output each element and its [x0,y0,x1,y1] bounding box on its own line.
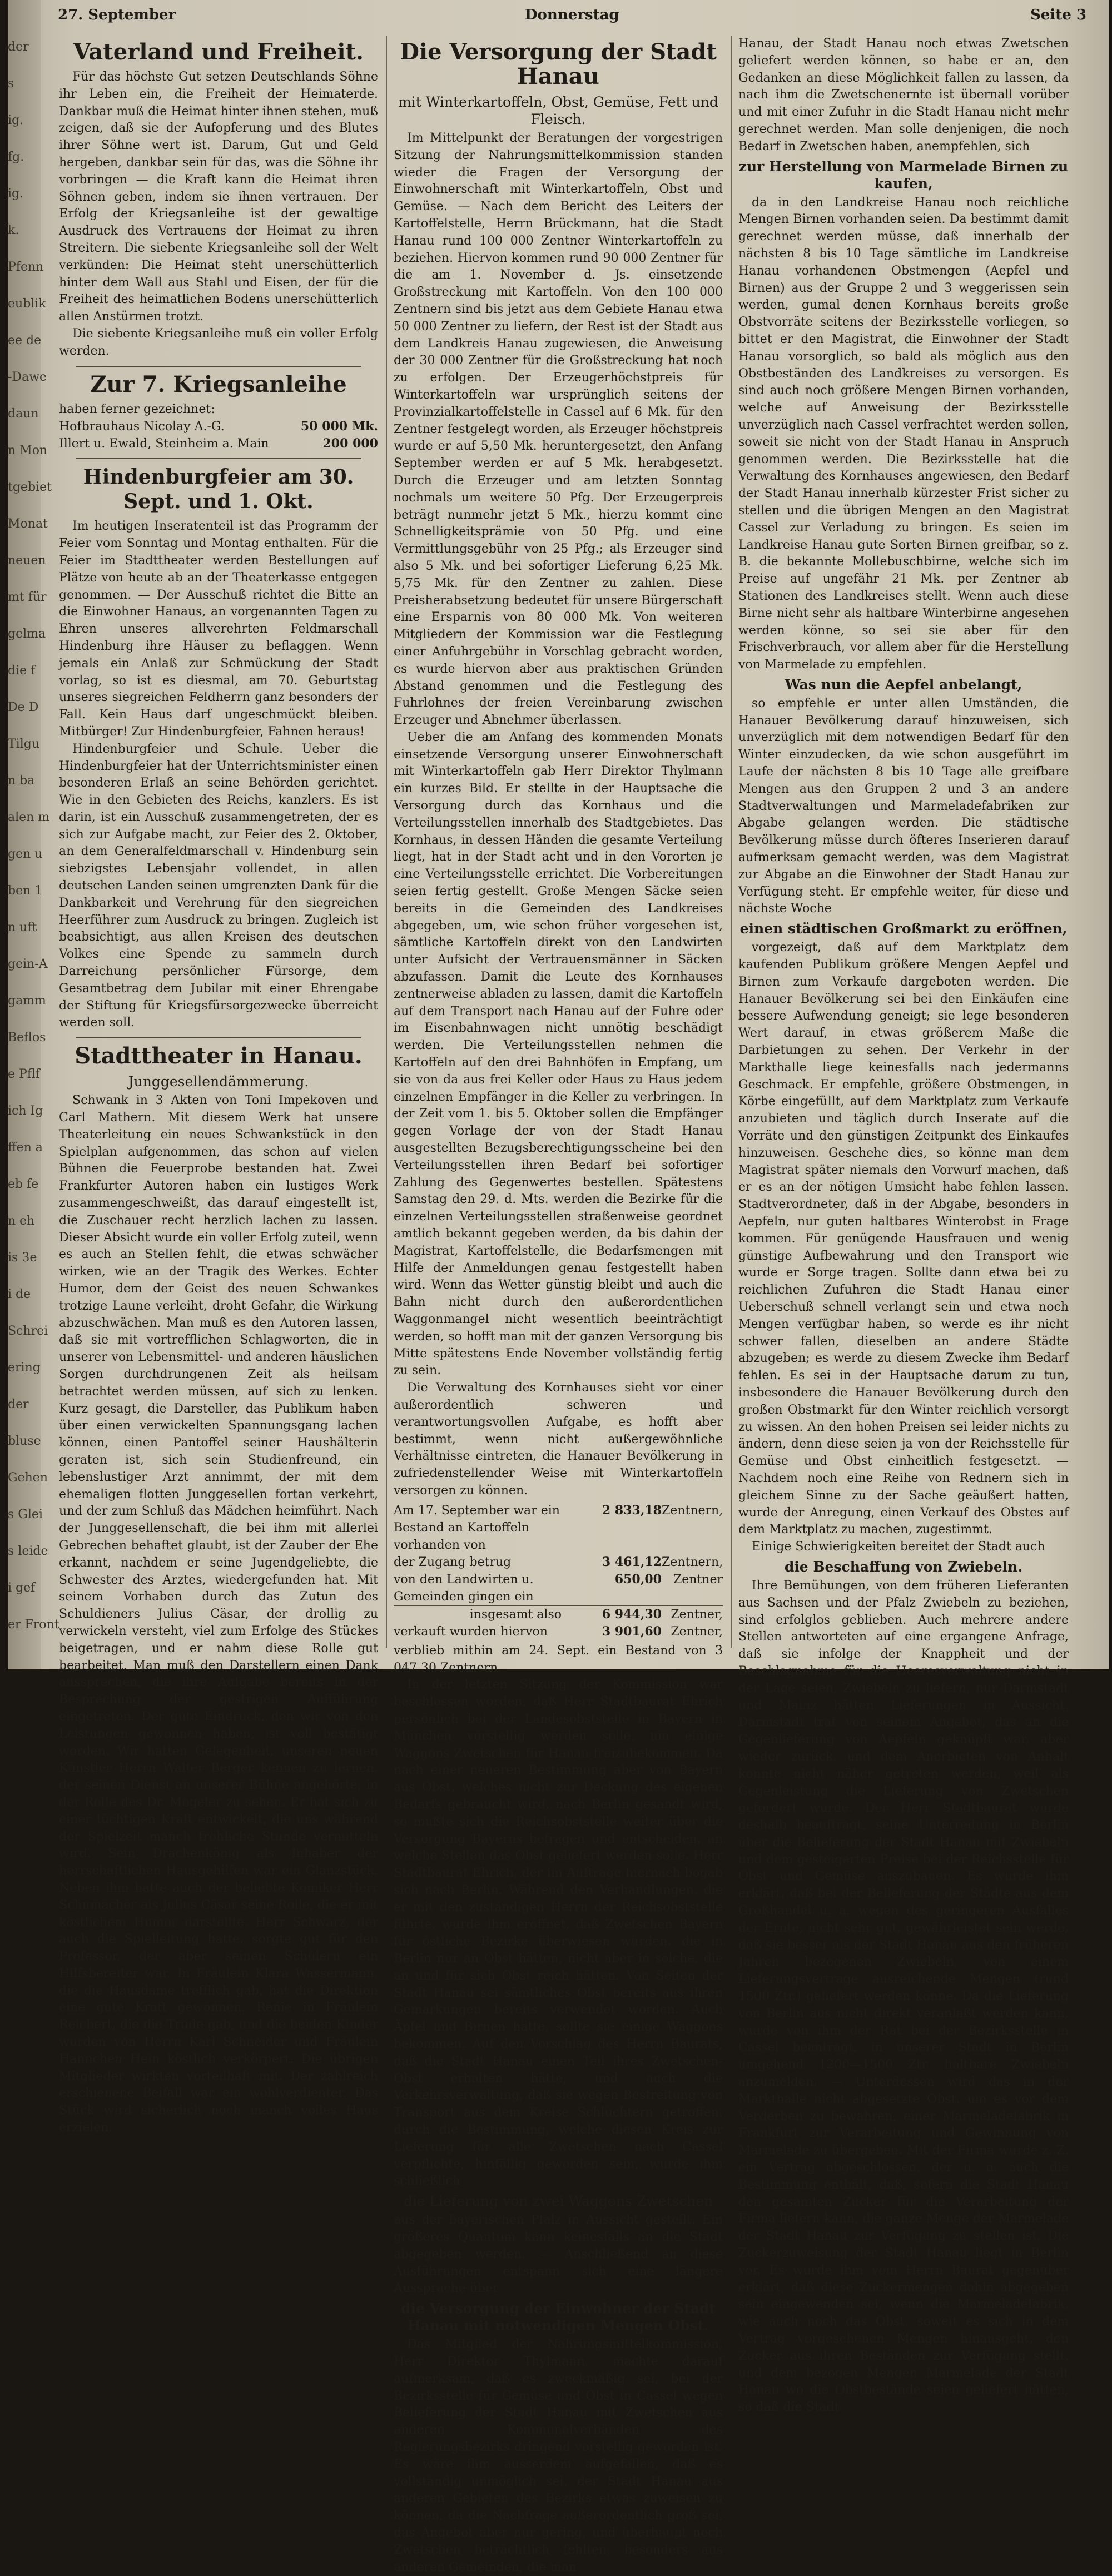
section-subhead: zur Herstellung von Marmelade Birnen zu kaufen, [738,158,1069,192]
gutter-fragment: Schrei [8,1324,48,1338]
gutter-fragment: s [8,77,14,91]
article-body: Ihre Bemühungen, von dem früheren Lieferanten aus Sachsen und der Pfalz Zwiebeln zu beziehen, sind erfolglos geblieben. Auch mehrere andere Stellen antworteten auf eine ergangene Anfrage, daß sie infolge der Knappheit und der Beschlagnahme für die Heeresverwaltung nicht in der Lage seien, Zwiebeln zu liefern, nur Darmstadt und Mainz hätten Lieferungen in Aussicht. Darmstadt trat von seinem Angebot, das an die Gegenlieferung von Aepfeln geknüpft war, aber wieder zurück, und dem Anerbieten von Anhalt konnte nicht näher getreten werden, weil als Gegenleistung die Lieferung von Zwetschen gefordert wurde. Der Herr Stadtbaurat wurde deshalb beauftragt, seine Unterredung in Berlin über die Belieferung der Stadt Hanau mit Zwiebeln und dem gesteigerten Preise bei der Reichsstelle für Obst und Gemüse auszubauen. Es wurde ihm erklärt, daß bei der Belieferung der Städte aus dem Großhandel u. a. wegen des geringeren Ausfalles der Ernte, nicht sehr gut, gewährleistet sein werde, daß sie besser als der Stadt Hanau aus den früheren Jahren bezogenen Zwiebeln, von einem Lieferungsvertrage ausreichende Mengen (rund 1500 Ztr.) geliefert werden könne. Da die Lieferung von Berlin aus nicht direkt veranlaßt werden kann, wurde von ihm der Rat bei der Bezirksstelle in Cassel beantragt, in unserer Stadt in Berlin umgehend 1200—1500 Ztr. haltbare Zwiebeln anzumelden. — Unterdessen wird das in der Markthalle nicht abgesetzte Obst, um es vor dem Verderben zu bewahren, einer Marmeladefabrik in Frankfurt zur Verarbeitung und Gewinnung von Marmelade zu übergeben. Mit der Firma wurde z. Z. ein Vertrag abgeschlossen, der u. a. auch die Bestimmung enthält, daß, sofern die Stadt Hanau den gesamten Zucker für die Verarbeitung der Firma liefern kann, die ganze Menge der Marmelade der Stadt Hanau zur Verfügung zu stellen ist. Die Zuckerzuweisung der Stadt Hanau liegt in Berlin vor. Es wurde ihm vom Herrn Baurat gegenüber erklärt, daß diese Zuckermengen dahin abgegeben sein eingewenden sei, wenn die Marmeladefabrik, wie auch noch das Obst, soweit es sich in dem Vertrag vorgesehenen Mengen hinausgeht, den Zucker aus ihren Beständen zur Verfügung stellt, und dem bezogen Mengen Marmelade der Stadt Hanau wo die Obstbestände seien geliefert hätten, so daß die Stadt [738,1578,1069,2415]
article-title: Vaterland und Freiheit. [73,39,364,65]
header-page-number: Seite 3 [1030,7,1086,23]
column-rule [731,36,732,1648]
article-title: Die Versorgung der Stadt Hanau [400,39,717,89]
section-subhead: die Versorgung der Einwohner der Stadt Hanau mit notwendigen Mengen Obst. [400,2300,716,2334]
article-title: Stadttheater in Hanau. [75,1043,363,1070]
gutter-fragment: neuen [8,554,46,568]
gutter-fragment: Monat [8,517,48,531]
stock-label: verkauft wurden hiervon [394,1624,548,1639]
divider [76,366,361,367]
stock-label: der Zugang betrug [394,1555,512,1569]
article-body: vorgezeigt, daß auf dem Marktplatz dem kaufenden Publikum größere Mengen Aepfel und Birnen zum Verkaufe dargeboten werden. Die Hanauer Bevölkerung sei bei den Einkäufen eine bessere Aufwendung geneigt; sie lege besonderen Wert darauf, in etwas größerem Maße die Darbietungen zu sehen. Der Verkehr in der Markthalle liege keinesfalls nach jedermanns Geschmack. Er empfehle, größere Obstmengen, in Körbe eingefüllt, auf dem Marktplatz zum Verkaufe anzubieten und täglich durch Inserate auf die Vorräte und den günstigen Zeitpunkt des Einkaufes hinzuweisen. Geschehe dies, so könne man dem Magistrat später niemals den Vorwurf machen, daß er es an der nötigen Umsicht habe fehlen lassen. Stadtverordneter, daß in der Abgabe, besonders in Aepfeln, nur guten haltbares Winterobst in Frage kommen. Für genügende Hausfrauen und wenig günstige Aufbewahrung und den Transport wie wurde er Sorge tragen. Sollte dann etwa bei zu reichlichen Zufuhren die Stadt Hanau einer Ueberschuß schnell verlangt sein und etwa noch Mengen verfügbar haben, so werde es ihr nicht schwer fallen, dieselben an andere Städte abzugeben; es werde zu diesem Zwecke ihm Bedarf fehlen. Es sei in der Hauptsache darum zu tun, insbesondere die Hanauer Bevölkerung durch den großen Obstmarkt für den Winter reichlich versorgt zu wissen. An den hohen Preisen sei leider nichts zu ändern, denn diese seien ja von der Reichsstelle für Gemüse und Obst einheitlich festgesetzt. — Nachdem noch eine Reihe von Rednern sich in gleichem Sinne zu der Sache geäußert hatten, wurde der Anregung, einen Verkauf des Obstes auf dem Marktplatz zu machen, zugestimmt. [738,941,1069,1537]
gutter-fragment: der [8,40,29,54]
gutter-fragment: mt für [8,590,47,604]
stock-unit: Zentnern, [662,1555,723,1569]
gutter-fragment: De D [8,700,39,714]
header-weekday: Donnerstag [525,7,619,23]
gutter-fragment: k. [8,223,19,237]
gutter-fragment: die f [8,664,36,678]
gutter-fragment: gelma [8,627,46,641]
gutter-fragment: n Mon [8,444,48,457]
gutter-fragment: i de [8,1287,31,1301]
gutter-fragment: ben 1 [8,884,43,898]
stock-unit: Zentner [673,1572,723,1587]
stock-remainder: verblieb mithin am 24. Sept. ein Bestand von 3 047,30 Zentnern. [394,1643,723,1675]
gutter-fragment: n ba [8,774,35,788]
section-subhead: die Lieferung von zwei Waggons Zwetschen [403,2193,713,2210]
gutter-fragment: -Dawe [8,370,47,384]
page-header [41,0,1109,36]
binding-gutter [8,0,59,1669]
subscriber-row [59,435,378,452]
gutter-fragment: fg. [8,150,24,164]
stock-value: 3 901,60 [602,1624,662,1639]
stock-unit: Zentner, [671,1607,723,1622]
gutter-fragment: ffen a [8,1141,43,1155]
potato-stock-table [394,1502,723,1640]
subscriber-amount: 50 000 Mk. [300,419,378,434]
section-subhead: Was nun die Aepfel anbelangt, [785,676,1022,693]
gutter-fragment: n uft [8,921,37,934]
stock-label: insgesamt also [469,1607,562,1622]
gutter-fragment: n eh [8,1214,35,1228]
section-subhead: einen städtischen Großmarkt zu eröffnen, [739,921,1068,937]
article-body: Hindenburgfeier und Schule. Ueber die Hindenburgfeier hat der Unterrichtsminister einen besonderen Erlaß an seine Behörden gerichtet. Wie in den Gebieten des Reichs, kanzlers. Es ist darin, ist ein Ausschuß zusammengetreten, der es sich zur Aufgabe macht, zur Feier des 2. Oktober, an dem Generalfeldmarschall v. Hindenburg sein siebzigstes Lebensjahr vollendet, in allen deutschen Landen seinen umgrenzten Dank für die Dankbarkeit und Verehrung für den siegreichen Heerführer zum Ausdruck zu bringen. Zugleich ist beabsichtigt, aus allen Kreisen des deutschen Volkes eine Spende zu sammeln durch Darreichung persönlicher Fürsorge, dem Gesamtbetrag dem Jubilar mit einer Ehrengabe der Stiftung für Kriegsfürsorgezwecke überreicht werden soll. [59,742,378,1030]
article-body: so empfehle er unter allen Umständen, die Hanauer Bevölkerung darauf hinzuweisen, sich unverzüglich mit dem notwendigen Bedarf für den Winter einzudecken, da wie schon ausgeführt im Laufe der nächsten 8 bis 10 Tage alle greifbare Mengen aus den Gruppen 2 und 3 an andere Stadtverwaltungen und Marmeladefabriken zur Abgabe gelangen werden. Die städtische Bevölkerung müsse durch öfteres Inserieren darauf aufmerksam gemacht werden, was dem Magistrat zur Abgabe an die Einwohner der Stadt Hanau zur Verfügung steht. Er empfehle weiter, für diese und nächste Woche [738,696,1069,916]
stock-row [394,1623,723,1640]
section-subhead: die Beschaffung von Zwiebeln. [784,1558,1023,1575]
gutter-fragment: alen m [8,810,50,824]
gutter-fragment: s leide [8,1544,48,1558]
article-body: Die siebente Kriegsanleihe muß ein voller Erfolg werden. [59,326,378,358]
article-body: Einige Schwierigkeiten bereitet der Stadt auch [752,1540,1045,1554]
article-subtitle: Junggesellendämmerung. [128,1073,309,1090]
gutter-fragment: bluse [8,1434,41,1448]
subscriber-name: Hofbrauhaus Nicolay A.-G. [59,420,225,434]
gutter-fragment: gamm [8,994,46,1008]
article-body: Im Mittelpunkt der Beratungen der vorgestrigen Sitzung der Nahrungsmittelkommission standen wieder die Fragen der Versorgung der Einwohnerschaft mit Winterkartoffeln, Obst und Gemüse. — Nach dem Bericht des Leiters der Kartoffelstelle, Herrn Brückmann, hat die Stadt Hanau rund 100 000 Zentner Winterkartoffeln zu beziehen. Hiervon kommen rund 90 000 Zentner für die am 1. November d. Js. einsetzende Großstreckung mit Kartoffeln. Von den 100 000 Zentnern sind bis jetzt aus dem Gebiete Hanau etwa 50 000 Zentner zu liefern, der Rest ist der Stadt aus dem Landkreis Hanau zugewiesen, die Anweisung der 30 000 Zentner für die Großstreckung hat noch zu erfolgen. Der Erzeugerhöchstpreis für Winterkartoffeln war ursprünglich seitens der Provinzialkartoffelstelle in Cassel auf 6 Mk. für den Zentner festgelegt worden, als Erzeuger höchstpreis wurde er auf 5,50 Mk. heruntergesetzt, den Anfang September werden er auf 5 Mk. herabgesetzt. Durch die Erzeuger und am letzten Sonntag nochmals um weitere 50 Pfg. Der Erzeugerpreis beträgt nunmehr jetzt 5 Mk., hierzu kommt eine Schnelligkeitsprämie von 50 Pfg. und eine Vermittlungsgebühr von 25 Pfg.; als Erzeuger sind also 5 Mk. und bei sofortiger Lieferung 6,25 Mk. 5,75 Mk. für den Zentner zu zahlen. Diese Preisherabsetzung bedeutet für unsere Bürgerschaft eine Ersparnis von 80 000 Mk. Von weiteren Mitgliedern der Kommission war die Festlegung einer Anfuhrgebühr in Vorschlag gebracht worden, es wurde hiervon aber aus praktischen Gründen Abstand genommen und die Festlegung des Fuhrlohnes der freien Vereinbarung zwischen Erzeuger und Abnehmer überlassen. [394,131,723,728]
column-3 [738,36,1069,2415]
article-body: Das Mitglied der Nahrungsmittelkommission, Herr Direktor Thylmann, machte darauf aufmerksam, daß es zweckmäßig sei, bei der Bezirksstelle für Gemüse und Obst in Cassel wegen Belieferung der Stadt Hanau mit Zwetschen aus anderen Kommunalverbänden des Regierungsbezirks dringend vorstellig geworden ist. Es wäre ihm ausserdem aufgefallen, daß es vollständig unmöglich sei, der Stadt Hanau aus anderen Gebieten des Bezirks etwas zuweisen zu können, da die Nachfrage außerordentlich groß sei, das Angebot aber nur gering, und überhaupt noch Zwetschen beträchtlich fehlten, besonders aus anderen Gemeinden, die man [394,2338,723,2574]
gutter-fragment: eublik [8,297,46,311]
gutter-fragment: eb fe [8,1177,39,1191]
article-body: Hanau, der Stadt Hanau noch etwas Zwetschen geliefert werden können, so habe er an, den Gedanken an diese Möglichkeit fallen zu lassen, da nach ihm die Zwetschenernte ist übernall vorüber und mit einer Zufuhr in die Stadt Hanau nicht mehr gerechnet werden. Man solle denjenigen, die noch Bedarf in Zwetschen haben, anempfehlen, sich [738,37,1069,153]
stock-row [394,1502,723,1554]
article-body: da in den Landkreise Hanau noch reichliche Mengen Birnen vorhanden seien. Da bestimmt damit gerechnet werden müsse, daß innerhalb der nächsten 8 bis 10 Tage sämtliche im Landkreise Hanau vorhandenen Obstmengen (Aepfel und Birnen) aus der Gruppe 2 und 3 weggerissen sein werden, gumal denen Kornhaus bereits große Obstvorräte seitens der Bezirksstelle vorliegen, so bittet er den Magistrat, die Einwohner der Stadt Hanau vorsorglich, so bald als möglich aus den Obstbeständen des Landkreises zu versorgen. Es sind auch noch größere Mengen Birnen vorhanden, welche auf Anweisung der Bezirksstelle unverzüglich nach Cassel verfrachtet werden sollen, soweit sie nicht von der Stadt Hanau in Anspruch genommen werden. Die Bezirksstelle hat die Verwaltung des Kornhauses angewiesen, den Bedarf der Stadt Hanau innerhalb kürzester Frist sicher zu stellen und die übrigen Mengen an den Magistrat Cassel zur Verladung zu bringen. Es seien im Landkreise Hanau gute Sorten Birnen greifbar, so z. B. die bekannte Mollebuschbirne, welche sich im Preise auf ungefähr 21 Mk. per Zentner ab Stationen des Landkreises stellt. Wenn auch diese Birne nicht sehr als haltbare Winterbirne angesehen werden könne, so sei sie aber für den Frischverbrauch, vor allem aber für die Herstellung von Marmelade zu empfehlen. [738,195,1069,672]
gutter-fragment: tgebiet [8,480,52,494]
gutter-fragment: gein-A [8,957,48,971]
gutter-fragment: er Front [8,1618,59,1632]
gutter-fragment: ich Ig [8,1104,43,1118]
stock-label: von den Landwirten u. Gemeinden gingen ein [394,1572,534,1604]
gutter-fragment: Gehen [8,1471,48,1485]
gutter-fragment: s Glei [8,1508,43,1521]
gutter-fragment: daun [8,407,39,421]
article-body: Schwank in 3 Akten von Toni Impekoven und Carl Mathern. Mit diesem Werk hat unsere Theaterleitung ein neues Schwankstück in den Spielplan aufgenommen, das schon auf vielen Bühnen die Feuerprobe bestanden hat. Zwei Frankfurter Autoren haben ein lustiges Werk zusammengeschweißt, das darauf eingestellt ist, die Zuschauer recht herzlich lachen zu lassen. Dieser Absicht wurde ein voller Erfolg zuteil, wenn es auch an Stellen fehlt, die etwas schwächer wirken, wie an der Tragik des Werkes. Echter Humor, dem der Geist des neuen Schwankes trotzige Laune verleiht, droht Gefahr, die Wirkung abzuschwächen. Man muß es den Autoren lassen, daß sie mit vortrefflichen Schlagworten, die in unserer von Lebensmittel- und anderen häuslichen Sorgen durchdrungenen Zeit als heilsam betrachtet werden müssen, auf sich zu lenken. Kurz gesagt, die Darsteller, das Publikum haben über einen verwickelten Spannungsgang lachen können, einen Pantoffel seiner Haushälterin geraten ist, sich sein Studienfreund, ein lebenslustiger Arzt annimmt, der mit dem ehemaligen flotten Junggesellen fortan verkehrt, und der zum Schluß das Mädchen heimführt. Nach der Junggesellenschaft, die bei ihm mit allerlei Gebrechen behaftet glaubt, ist der Zauber der Ehe erkannt, nachdem er seine Jugendgeliebte, die Schwester des Arztes, wiedergefunden hat. Mit seinem Vorhaben durch das Zutun des Schuldieners Julius Cäsar, der drollig zu verwickeln versteht, viel zum Erfolge des Stückes beigetragen, und er nahm diese Rolle gut bearbeitet. Man muß den Darstellern einen Dank aussprechen, die ihre Aufgabe bereits in der Besprechung der gestrigen Aufführung eingetreten. Der gute Eindruck, den wir von den Leistungen gewonnen haben, ist voll bestätigt worden. Wir hatten Gelegenheit, unseren neuen Künstler Herrn Walter Berger kennen zu lernen, der seinen Dienst an unserer Bühne angehörte, in der Rolle des Dr. Mogeler zu sehen. Er hat sich zu einer tüchtigen Kraft entwickelt, die uns während der Spielzeit manch fröhliche Stunde vermitteln wird. Sein Drachenkönig als Inhaber der herrschaftlichen Hausgehilfen war ein Glanzstück. Neben ihm hatte auch der beliebte Komiker Herr Schumacher als Julius Cäsar seine Rolle, die er mit köstlichem Humor darstellte. Herr Schwarz, der auch die Spielleitung hatte, sorgte gut für den Professor, der aber seinen Schülern ein Hilfsbereiter war. In Fräulein Klara Wassermann, die die Hausdame trefflich gab, hat die Direktion eine gute Kraft gewonnen. Renie in Fräulein Reichert, die die Trude gab, und die beiden Kinder wurden von Herrn Karl Schneider und Fräulein Hannchen Hein köstlich verkörpert. Die übrigen Mitglieder wirkten vorteilhaft mit. Der zahlreich erschienene Beifall war ein wohlverdienter. Das Stück wird sicherlich noch manch volles Haus erzielen. [59,1093,378,2135]
stock-value: 6 944,30 [602,1607,662,1622]
gutter-fragment: ee de [8,334,42,347]
stock-row [394,1571,723,1605]
stock-value: 650,00 [614,1572,662,1587]
newspaper-page [8,0,1109,2574]
subscriber-row [59,418,378,435]
gutter-fragment: gen u [8,847,43,861]
gutter-fragment: ig. [8,113,24,127]
article-title: Zur 7. Kriegsanleihe [90,371,347,397]
gutter-fragment: ering [8,1361,41,1375]
gutter-fragment: Beflos [8,1031,46,1045]
article-subtitle: mit Winterkartoffeln, Obst, Gemüse, Fett und Fleisch. [398,94,718,127]
stock-row [394,1554,723,1571]
gutter-fragment: is 3e [8,1251,37,1265]
subscriber-name: Illert u. Ewald, Steinheim a. Main [59,437,269,451]
article-body: In der letzten Sitzung der Kommission war beschlossen worden, daß Herr Stadtbaurat Ehrich persönlich bei der Landesobststelle in Bayern in München vorstellig werden solle, um einige Waggons Zwetschen für Hanau freizubekommen. Da nach einer neueren Bestimmung aber von Bayern aus Obst, welches nicht zur Deckung des eigenen Bedarfs gebraucht wird, nach Berlin gesandt wird, so mußte sich die Reichsobststelle weiter über die Versorgung Bayerns befragen und entscheiden, an welche Stellen das Obst geliefert werden solle. Herr Stadtbaurat Ehrich, der im Auftrage hiernach bogab sich nach Berlin. Während den Verhandlungen, die er mit den zuständigen Herrn der Reichsobststelle führte, wurde ihm eröffnet, daß Zwetschen Bayern für östliche Bezirke überwiesen würden, die in Berlin nur an Obst hätten, nicht aber in solche, die an und für sich Obst reich hätten. Von Seiten der Stadt Hanau sei sämtliches Obst bereits aus ihren Gemarkungen bereits verwendet worden. Auch Äpfel und Birnen hätte, sollte sie einige Waggons bekommen. Auf den Vorschlag des Herrn Baurats, daß die Stadt Hanau einen Teil ihres Zwetschen-Obst erhalten hätte, und auch die Verkehrsverwaltung, daß sie wegen Bestreitung von Transport aus dem Kreise Schlüchtern getroffen, durch die Bestimmung, welche diesen Kreis zur Lieferung für alle Zwetschen nach Cassel verpflichte, hinfällig geworden sein, wurde ihm schließlich [394,1678,723,2189]
stock-value: 3 461,12 [602,1554,662,1569]
article-body: Ueber die am Anfang des kommenden Monats einsetzende Versorgung unserer Einwohnerschaft mit Winterkartoffeln gab Herr Direktor Thylmann ein kurzes Bild. Er stellte in der Hauptsache die Versorgung durch das Kornhaus und die Verteilungsstellen innerhalb des Stadtgebietes. Das Kornhaus, in dessen Händen die gesamte Verteilung liegt, hat in der Stadt acht und in den Vororten je eine Verteilungsstelle errichtet. Die Vorbereitungen seien fertig gestellt. Große Mengen Säcke seien bereits in die Gemeinden des Landkreises abgegeben, um, wie schon früher vorgesehen ist, sämtliche Kartoffeln direkt von den Landwirten unter Aufsicht der Vertrauensmänner in Säcken abzufassen. Damit die Leute des Kornhauses zentnerweise abladen zu lassen, damit die Kartoffeln auf dem Transport nach Hanau auf der Fuhre oder im Eisenbahnwagen nicht unnötig beschädigt werden. Die Verteilungsstellen nehmen die Kartoffeln auf den drei Bahnhöfen in Empfang, um sie von da aus frei Keller oder Haus zu Haus jedem einzelnen Empfänger in die Keller zu verbringen. In der Zeit vom 1. bis 5. Oktober sollen die Empfänger gegen Vorlage der von der Stadt Hanau ausgestellten Bezugsberechtigungsscheine bei den Verteilungsstellen ihren Bedarf bei sofortiger Zahlung des Gegenwertes bestellen. Spätestens Samstag den 29. d. Mts. werden die Bezirke für die einzelnen Verteilungsstellen straßenweise geordnet amtlich bekannt gegeben werden, da bis dahin der Magistrat, Kartoffelstelle, die Bedarfsmengen mit Hilfe der Anmeldungen genau festgestellt haben wird. Wenn das Wetter günstig bleibt und auch die Bahn nicht durch den außerordentlichen Waggonmangel nicht wesentlich beeinträchtigt werden, so hofft man mit der ganzen Versorgung bis Mitte spätestens Ende November vollständig fertig zu sein. [394,730,723,1378]
gutter-fragment: e Pflf [8,1067,40,1081]
divider [76,1037,361,1038]
gutter-fragment: Tilgu [8,737,39,751]
stock-value: 2 833,18 [602,1503,662,1518]
stock-row-total [394,1605,723,1623]
header-date: 27. September [58,7,176,23]
gutter-fragment: i gef [8,1581,36,1595]
gutter-fragment: Pfenn [8,260,44,274]
divider [76,458,361,459]
gutter-fragment: ig. [8,187,24,201]
column-2 [394,36,723,2574]
stock-unit: Zentner, [671,1624,723,1639]
subscriber-amount: 200 000 [322,436,378,451]
article-title: Hindenburgfeier am 30. Sept. und 1. Okt. [83,465,354,514]
column-rule [386,36,387,1648]
stock-unit: Zentnern, [662,1503,723,1518]
article-body: Die Verwaltung des Kornhauses sieht vor einer außerordentlich schweren und verantwortungsvollen Aufgabe, es hofft aber bestimmt, wenn nicht außergewöhnliche Verhältnisse eintreten, die Hanauer Bevölkerung in zufriedenstellender Weise mit Winterkartoffeln versorgen zu können. [394,1381,723,1498]
column-1 [59,36,378,2135]
article-body: aus der bayerischen Pfalz in Aussicht gestellt. Ein größeres Quantum kann keinesfalls an die Stadt abgegeben werden. — Anschließend an diese Ausführungen entspann sich eine längere Aussprache über [394,2213,723,2296]
article-intro: haben ferner gezeichnet: [59,402,215,416]
gutter-fragment: der [8,1398,29,1411]
article-body: Im heutigen Inseratenteil ist das Programm der Feier vom Sonntag und Montag enthalten. Für die Feier im Stadttheater werden Bestellungen auf Plätze von heute ab an der Theaterkasse entgegen genommen. — Der Ausschuß richtet die Bitte an die Einwohner Hanaus, an vorgenannten Tagen zu Ehren unseres allverehrten Feldmarschall Hindenburg ihre Häuser zu beflaggen. Wenn jemals ein Anlaß zur Schmückung der Stadt vorlag, so ist es diesmal, am 70. Geburtstag unseres siegreichen Feldherrn ganz besonders der Fall. Kein Haus darf ungeschmückt bleiben. Mitbürger! Zur Hindenburgfeier, Fahnen heraus! [59,519,378,739]
stock-label: Am 17. September war ein Bestand an Kartoffeln vorhanden von [394,1503,560,1552]
article-body: Für das höchste Gut setzen Deutschlands Söhne ihr Leben ein, die Freiheit der Heimaterde. Dankbar muß die Heimat hinter ihnen stehen, muß zeigen, daß sie der Aufopferung und des Blutes ihrer Söhne wert ist. Darum, Gut und Geld hergeben, dankbar sein für das, was die Söhne ihr vorbringen — die Kraft kann die Heimat ihren Söhnen geben, indem sie ihnen vertrauen. Der Erfolg der Kriegsanleihe ist der gewaltige Ausdruck des Vertrauens der Heimat zu ihren Streitern. Die siebente Kriegsanleihe soll der Welt verkünden: Die Heimat steht unerschütterlich hinter dem Wall aus Stahl und Eisen, der für die Freiheit des heimatlichen Bodens unerschütterlich allen Anstürmen trotzt. [59,70,378,324]
